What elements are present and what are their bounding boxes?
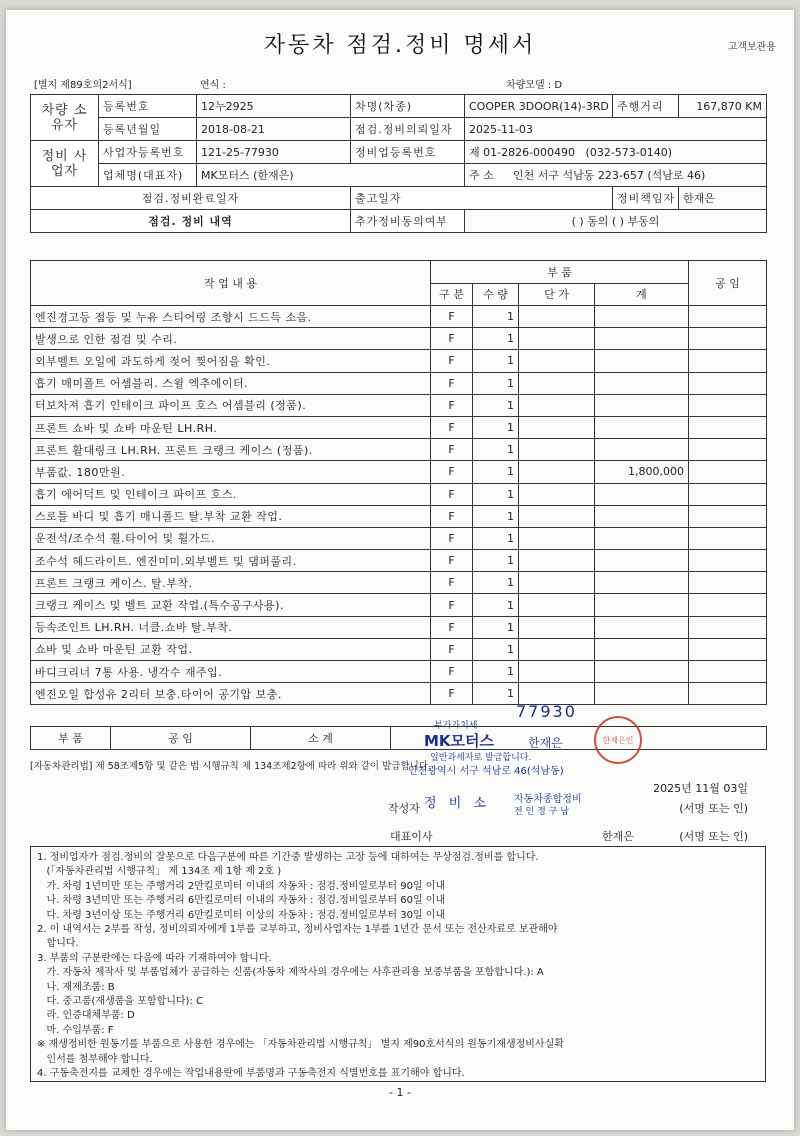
part-total (595, 527, 689, 549)
labor-cell (689, 638, 767, 660)
part-total (595, 616, 689, 638)
work-desc: 엔진오일 합성유 2리터 보충.타이어 공기압 보충. (31, 683, 431, 705)
part-type: F (431, 350, 473, 372)
address-cell (465, 164, 767, 187)
part-type: F (431, 572, 473, 594)
note-line: 마. 수입부품: F (37, 1024, 114, 1036)
part-type: F (431, 527, 473, 549)
part-qty: 1 (473, 461, 519, 483)
total-header: 계 (595, 283, 689, 306)
shop-name-value: MK모터스 (한재은) (197, 164, 465, 187)
type-header: 구 분 (431, 283, 473, 306)
part-qty: 1 (473, 550, 519, 572)
issue-date: 2025년 11월 03일 (653, 782, 748, 795)
work-row (31, 350, 767, 372)
labor-cell (689, 550, 767, 572)
part-qty: 1 (473, 638, 519, 660)
stamp-vat: 부가가치세 (434, 721, 478, 731)
part-unit-price (519, 527, 595, 549)
work-table (30, 260, 767, 705)
rep-name: 한재은 (602, 830, 634, 843)
note-line: 합니다. (37, 938, 79, 950)
details-label: 점검. 정비 내역 (31, 210, 351, 233)
part-unit-price (519, 372, 595, 394)
note-line: 인서를 첨부해야 합니다. (37, 1053, 153, 1065)
part-type: F (431, 616, 473, 638)
form-id: [별지 제89호의2서식] (34, 80, 132, 91)
note-line: 나. 재제조품: B (37, 981, 115, 993)
document-page (6, 10, 794, 1130)
work-desc: 쇼바 및 쇼바 마운틴 교환 작업. (31, 638, 431, 660)
work-desc: 크랭크 케이스 및 벨트 교환 작업.(특수공구사용). (31, 594, 431, 616)
work-row (31, 616, 767, 638)
labor-cell (689, 683, 767, 705)
part-total (595, 661, 689, 683)
work-desc: 엔진경고등 점등 및 누유 스티어링 조향시 드드득 소음. (31, 306, 431, 328)
labor-cell (689, 439, 767, 461)
work-row (31, 483, 767, 505)
work-desc: 바디크리너 7통 사용. 냉각수 재주입. (31, 661, 431, 683)
note-line: 3. 부품의 구분란에는 다음에 따라 기재하여야 합니다. (37, 952, 272, 964)
shop-no-label: 정비업등록번호 (351, 141, 465, 164)
part-unit-price (519, 572, 595, 594)
labor-cell (689, 527, 767, 549)
request-date-value: 2025-11-03 (465, 118, 767, 141)
note-line: 가. 차령 1년미만 또는 주행거리 2만킬로미터 이내의 자동차 : 점검.정비일로부터 90일 이내 (37, 880, 446, 892)
reg-date-value: 2018-08-21 (197, 118, 351, 141)
part-type: F (431, 594, 473, 616)
copy-label: 고객보관용 (727, 42, 776, 53)
part-qty: 1 (473, 572, 519, 594)
model-label: 차량모델 : D (506, 80, 563, 91)
parts-header: 부 품 (431, 261, 689, 284)
request-date-label: 점검.정비의뢰일자 (351, 118, 465, 141)
work-desc: 외부벨트 오일에 과도하게 젖어 찢어짐을 확인. (31, 350, 431, 372)
address-label: 주 소 (469, 169, 494, 182)
part-unit-price (519, 616, 595, 638)
part-unit-price (519, 483, 595, 505)
part-total (595, 416, 689, 438)
totals-row (30, 726, 767, 750)
labor-cell (689, 461, 767, 483)
part-type: F (431, 461, 473, 483)
part-qty: 1 (473, 328, 519, 350)
labor-cell (689, 594, 767, 616)
labor-cell (689, 572, 767, 594)
reg-no-value: 12누2925 (197, 95, 351, 118)
labor-cell (689, 505, 767, 527)
part-type: F (431, 638, 473, 660)
totals-labor-label: 공 임 (111, 727, 251, 750)
address-value: 인천 서구 석남동 223-657 (석남로 46) (513, 169, 706, 182)
part-total (595, 638, 689, 660)
work-desc: 프론트 크랭크 케이스. 탈.부착. (31, 572, 431, 594)
work-desc: 등속조인트 LH.RH. 너클.쇼바 탈.부착. (31, 616, 431, 638)
part-total (595, 594, 689, 616)
work-row (31, 550, 767, 572)
year-label: 연식 : (200, 80, 226, 91)
part-qty: 1 (473, 505, 519, 527)
part-type: F (431, 372, 473, 394)
note-line: 2. 이 내역서는 2부를 작성, 정비의뢰자에게 1부를 교부하고, 정비사업자는 1부를 1년간 문서 또는 전산자료로 보관해야 (37, 924, 558, 936)
stamp-line2: 자동차종합정비 (514, 794, 582, 805)
form-header-line (30, 74, 770, 92)
note-line: 라. 인증대체부품: D (37, 1010, 135, 1022)
stamp-address: 인천광역시 서구 석남로 46(석남동) (408, 766, 564, 777)
part-unit-price (519, 394, 595, 416)
part-unit-price (519, 638, 595, 660)
shop-name-label: 업체명(대표자) (99, 164, 197, 187)
part-type: F (431, 306, 473, 328)
part-type: F (431, 550, 473, 572)
mileage-value: 167,870 KM (679, 95, 767, 118)
qty-header: 수 량 (473, 283, 519, 306)
consent-label: 추가정비동의여부 (351, 210, 465, 233)
part-type: F (431, 439, 473, 461)
part-type: F (431, 505, 473, 527)
car-model-value: COOPER 3DOOR(14)-3RD (465, 95, 613, 118)
rep-label: 대표이사 (390, 830, 433, 843)
labor-cell (689, 416, 767, 438)
part-type: F (431, 416, 473, 438)
stamp-line3: 전 인 정 구 남 (514, 807, 569, 817)
labor-cell (689, 616, 767, 638)
part-unit-price (519, 550, 595, 572)
work-desc: 스로틀 바디 및 흡기 매니폴드 탈.부착 교환 작업. (31, 505, 431, 527)
part-qty: 1 (473, 372, 519, 394)
part-unit-price (519, 505, 595, 527)
part-unit-price (519, 306, 595, 328)
part-qty: 1 (473, 616, 519, 638)
part-total (595, 350, 689, 372)
part-qty: 1 (473, 306, 519, 328)
part-total (595, 572, 689, 594)
part-type: F (431, 394, 473, 416)
vehicle-info-table (30, 94, 767, 233)
part-qty: 1 (473, 439, 519, 461)
part-total (595, 306, 689, 328)
part-qty: 1 (473, 483, 519, 505)
work-desc: 조수석 헤드라이트. 엔진미미.외부벨트 및 댐퍼풀리. (31, 550, 431, 572)
part-qty: 1 (473, 683, 519, 705)
part-total: 1,800,000 (595, 461, 689, 483)
stamp-bizno: 77930 (516, 702, 577, 721)
part-unit-price (519, 439, 595, 461)
work-row (31, 505, 767, 527)
work-desc: 터보차져 흡기 인테이크 파이프 호스 어셈블리 (정품). (31, 394, 431, 416)
part-total (595, 439, 689, 461)
note-line: (「자동차관리법 시행규칙」 제 134조 제 1항 제 2호 ) (37, 866, 282, 878)
unit-header: 단 가 (519, 283, 595, 306)
business-label: 정비 사업자 (31, 141, 99, 187)
release-label: 출고일자 (351, 187, 613, 210)
part-unit-price (519, 594, 595, 616)
part-unit-price (519, 350, 595, 372)
totals-parts-label: 부 품 (31, 727, 111, 750)
work-row (31, 527, 767, 549)
part-qty: 1 (473, 394, 519, 416)
shop-no-cell (465, 141, 767, 164)
work-header: 작 업 내 용 (31, 261, 431, 306)
work-row (31, 661, 767, 683)
work-desc: 흡기 매미폴트 어셈블리. 스윌 엑추에이터. (31, 372, 431, 394)
notes-box (30, 846, 766, 1082)
part-qty: 1 (473, 661, 519, 683)
shop-phone: (032-573-0140) (585, 146, 673, 159)
stamp-line1: 정 비 소 (424, 796, 490, 811)
work-row (31, 372, 767, 394)
work-desc: 흡기 에어덕트 및 인테이크 파이프 호스. (31, 483, 431, 505)
labor-cell (689, 350, 767, 372)
writer-sign-note: (서명 또는 인) (679, 802, 748, 815)
manager-value: 한재은 (679, 187, 767, 210)
totals-sum-label: 소 계 (251, 727, 391, 750)
stamp-issued: 일반과세자로 발급합니다. (430, 753, 532, 763)
note-line: 1. 정비업자가 점검.정비의 잘못으로 다음구분에 따른 기간중 발생하는 고장 등에 대하여는 무상점검.정비를 합니다. (37, 852, 539, 863)
note-line: 다. 차령 3년이상 또는 주행거리 6만킬로미터 이상의 자동차 : 점검.정비일로부터 30일 이내 (37, 909, 446, 921)
part-qty: 1 (473, 594, 519, 616)
page-number: - 1 - (389, 1086, 411, 1099)
stamp-company: MK모터스 (424, 732, 495, 750)
part-total (595, 505, 689, 527)
shop-no-value: 제 01-2826-000490 (469, 146, 576, 159)
labor-cell (689, 394, 767, 416)
part-unit-price (519, 416, 595, 438)
part-qty: 1 (473, 527, 519, 549)
labor-cell (689, 483, 767, 505)
part-total (595, 683, 689, 705)
note-line: 나. 차령 3년미만 또는 주행거리 6만킬로미터 이내의 자동차 : 점검.정비일로부터 60일 이내 (37, 895, 446, 907)
work-row (31, 461, 767, 483)
writer-label: 작성자 (388, 802, 420, 815)
stamp-owner: 한재은 (528, 736, 563, 750)
part-qty: 1 (473, 416, 519, 438)
work-row (31, 638, 767, 660)
part-type: F (431, 483, 473, 505)
biz-no-label: 사업자등록번호 (99, 141, 197, 164)
work-desc: 부품값. 180만원. (31, 461, 431, 483)
part-type: F (431, 328, 473, 350)
consent-value: ( ) 동의 ( ) 부동의 (465, 210, 767, 233)
part-total (595, 483, 689, 505)
labor-header: 공 임 (689, 261, 767, 306)
work-row (31, 416, 767, 438)
work-row (31, 328, 767, 350)
part-type: F (431, 661, 473, 683)
note-line: 가. 자동차 제작사 및 부품업체가 공급하는 신품(자동차 제작사의 경우에는 사후관리용 보증부품을 포함합니다.): A (37, 967, 544, 979)
work-row (31, 306, 767, 328)
work-desc: 프론트 쇼바 및 쇼바 마운틴 LH.RH. (31, 416, 431, 438)
car-model-label: 차명(차종) (351, 95, 465, 118)
part-unit-price (519, 328, 595, 350)
labor-cell (689, 328, 767, 350)
part-total (595, 372, 689, 394)
reg-date-label: 등록년월일 (99, 118, 197, 141)
rep-sign-note: (서명 또는 인) (679, 830, 748, 843)
biz-no-value: 121-25-77930 (197, 141, 351, 164)
part-qty: 1 (473, 350, 519, 372)
part-total (595, 394, 689, 416)
law-text: [자동차관리법] 제 58조제5항 및 같은 법 시행규칙 제 134조제2항에 따라 위와 같이 발급합니다. (30, 761, 431, 772)
note-line: 4. 구동축전지를 교체한 경우에는 작업내용란에 부품명과 구동축전지 식별번호를 표기해야 합니다. (37, 1068, 465, 1080)
manager-label: 정비책임자 (613, 187, 679, 210)
part-type: F (431, 683, 473, 705)
work-row (31, 439, 767, 461)
work-desc: 프론트 활대링크 LH.RH. 프론트 크랭크 케이스 (정품). (31, 439, 431, 461)
red-seal: 한재은인 (594, 716, 642, 764)
work-row (31, 594, 767, 616)
work-desc: 발생으로 인한 점검 및 수리. (31, 328, 431, 350)
note-line: 다. 중고품(재생품을 포함합니다): C (37, 996, 203, 1008)
mileage-label: 주행거리 (613, 95, 679, 118)
page-title: 자동차 점검.정비 명세서 (263, 33, 537, 58)
part-total (595, 550, 689, 572)
done-date-label: 점검.정비완료일자 (31, 187, 351, 210)
part-unit-price (519, 461, 595, 483)
labor-cell (689, 661, 767, 683)
labor-cell (689, 306, 767, 328)
reg-no-label: 등록번호 (99, 95, 197, 118)
note-line: ※ 재생정비한 원동기를 부품으로 사용한 경우에는 「자동차관리법 시행규칙」 별지 제90호서식의 원동기재생정비사실확 (37, 1039, 564, 1051)
part-unit-price (519, 661, 595, 683)
part-total (595, 328, 689, 350)
work-desc: 운전석/조수석 휠.타이어 및 휠가드. (31, 527, 431, 549)
labor-cell (689, 372, 767, 394)
work-row (31, 572, 767, 594)
work-row (31, 394, 767, 416)
work-row (31, 683, 767, 705)
owner-label: 차량 소유자 (31, 95, 99, 141)
